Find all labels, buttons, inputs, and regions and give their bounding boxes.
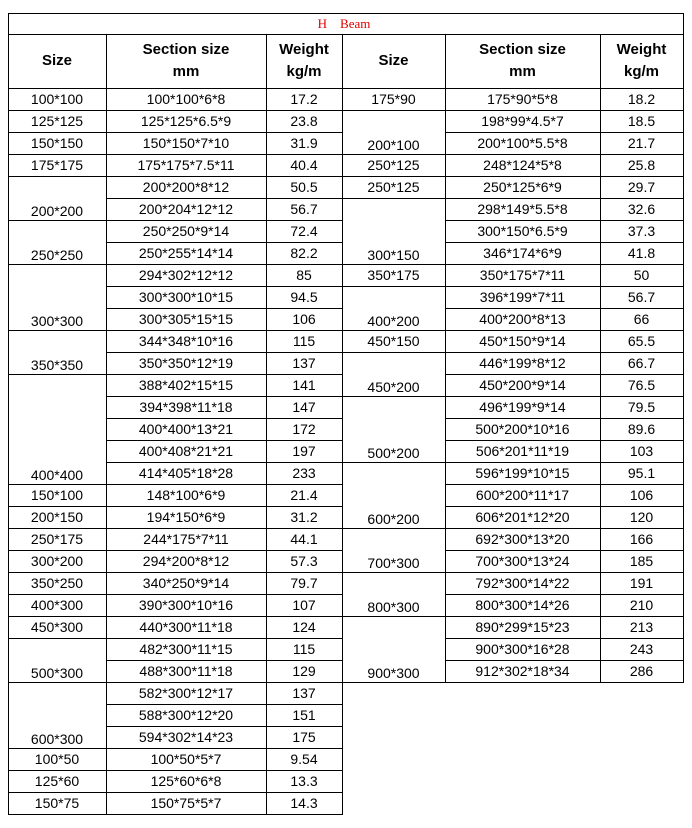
left-size-cell: 150*75 — [34, 795, 80, 811]
left-size-cell: 200*200 — [30, 203, 84, 219]
right-section-cell: 500*200*10*16 — [475, 421, 570, 437]
left-section-cell: 125*125*6.5*9 — [140, 113, 232, 129]
left-size-cell: 250*250 — [30, 247, 84, 263]
left-weight-cell: 124 — [292, 619, 316, 635]
header-size-right — [342, 34, 445, 88]
right-weight-cell: 18.2 — [627, 91, 656, 107]
header-section-right-line-1: Section size — [479, 41, 566, 58]
right-size-cell: 500*200 — [367, 445, 420, 461]
left-weight-cell: 56.7 — [290, 201, 318, 217]
header-section-left-line-2: mm — [172, 63, 200, 80]
right-weight-cell: 79.5 — [627, 399, 656, 415]
right-weight-cell: 37.3 — [627, 223, 656, 239]
left-section-cell: 350*350*12*19 — [138, 355, 234, 371]
left-size-cell: 300*300 — [30, 313, 84, 329]
left-section-cell: 390*300*10*16 — [138, 597, 234, 613]
right-weight-cell: 41.8 — [627, 245, 656, 261]
left-weight-cell: 13.3 — [290, 773, 318, 789]
right-section-cell: 450*150*9*14 — [479, 333, 566, 349]
right-size-cell: 800*300 — [367, 599, 420, 615]
left-section-cell: 100*100*6*8 — [146, 91, 226, 107]
header-size-left — [8, 34, 106, 88]
right-weight-cell: 65.5 — [627, 333, 656, 349]
left-weight-cell: 31.9 — [290, 135, 318, 151]
right-weight-cell: 25.8 — [627, 157, 656, 173]
left-section-cell: 440*300*11*18 — [139, 619, 233, 635]
left-weight-cell: 17.2 — [290, 91, 318, 107]
left-weight-cell: 151 — [292, 707, 316, 723]
left-weight-cell: 106 — [292, 311, 316, 327]
right-size-cell: 250*125 — [367, 179, 420, 195]
left-weight-cell: 175 — [292, 729, 316, 745]
left-weight-cell: 9.54 — [290, 751, 318, 767]
left-group-border — [8, 814, 107, 815]
right-size-cell: 175*90 — [371, 91, 416, 107]
right-section-cell: 450*200*9*14 — [479, 377, 566, 393]
left-section-cell: 400*408*21*21 — [138, 443, 234, 459]
left-weight-cell: 40.4 — [290, 157, 318, 173]
right-weight-cell: 166 — [629, 531, 654, 547]
right-row-border — [445, 682, 684, 683]
right-section-cell: 200*100*5.5*8 — [477, 135, 568, 151]
header-section-left-line-1: Section size — [142, 41, 230, 58]
right-weight-cell: 66.7 — [627, 355, 656, 371]
left-weight-cell: 137 — [292, 355, 316, 371]
left-section-cell: 482*300*11*15 — [139, 641, 233, 657]
left-weight-cell: 107 — [292, 597, 316, 613]
right-section-cell: 396*199*7*11 — [479, 289, 566, 305]
table-title: H Beam — [317, 16, 371, 31]
right-section-cell: 446*199*8*12 — [479, 355, 566, 371]
left-weight-cell: 23.8 — [290, 113, 318, 129]
left-section-cell: 414*405*18*28 — [138, 465, 234, 481]
left-weight-cell: 147 — [292, 399, 316, 415]
left-weight-cell: 137 — [292, 685, 316, 701]
left-weight-cell: 172 — [292, 421, 316, 437]
right-weight-cell: 286 — [629, 663, 654, 679]
right-weight-cell: 106 — [629, 487, 654, 503]
left-weight-cell: 94.5 — [290, 289, 318, 305]
left-weight-cell: 44.1 — [290, 531, 318, 547]
right-section-cell: 298*149*5.5*8 — [477, 201, 568, 217]
header-weight-left-line-1: Weight — [279, 41, 329, 58]
left-section-cell: 244*175*7*11 — [143, 531, 229, 547]
left-size-cell: 100*50 — [34, 751, 80, 767]
right-weight-cell: 50 — [633, 267, 650, 283]
left-weight-cell: 85 — [296, 267, 312, 283]
left-section-cell: 148*100*6*9 — [146, 487, 226, 503]
left-weight-cell: 233 — [292, 465, 316, 481]
left-section-cell: 150*150*7*10 — [142, 135, 230, 151]
left-section-cell: 250*255*14*14 — [138, 245, 234, 261]
right-section-cell: 700*300*13*24 — [475, 553, 570, 569]
title-left-border — [8, 13, 9, 34]
right-section-cell: 600*200*11*17 — [475, 487, 570, 503]
left-section-cell: 594*302*14*23 — [138, 729, 234, 745]
left-section-cell: 200*200*8*12 — [142, 179, 230, 195]
left-section-cell: 388*402*15*15 — [138, 377, 234, 393]
header-weight-right-line-1: Weight — [616, 41, 667, 58]
header-section-right — [445, 34, 600, 88]
left-size-cell: 125*125 — [30, 113, 84, 129]
header-size-right-line-1: Size — [378, 52, 409, 69]
left-section-cell: 294*200*8*12 — [142, 553, 230, 569]
right-weight-cell: 120 — [629, 509, 654, 525]
right-section-cell: 912*302*18*34 — [475, 663, 570, 679]
right-weight-cell: 89.6 — [627, 421, 656, 437]
right-weight-cell: 103 — [629, 443, 654, 459]
right-section-cell: 400*200*8*13 — [479, 311, 566, 327]
left-section-cell: 175*175*7.5*11 — [137, 157, 235, 173]
left-size-cell: 100*100 — [30, 91, 84, 107]
left-size-cell: 450*300 — [30, 619, 84, 635]
left-section-cell: 340*250*9*14 — [142, 575, 230, 591]
right-group-border — [342, 682, 446, 683]
title-right-border — [683, 13, 684, 34]
left-weight-cell: 14.3 — [290, 795, 318, 811]
header-weight-right — [600, 34, 683, 88]
left-section-cell: 200*204*12*12 — [138, 201, 234, 217]
left-section-cell: 300*300*10*15 — [138, 289, 234, 305]
left-size-cell: 350*350 — [30, 357, 84, 373]
left-size-cell: 175*175 — [30, 157, 84, 173]
right-section-cell: 346*174*6*9 — [483, 245, 562, 261]
left-size-cell: 400*400 — [30, 467, 84, 483]
left-weight-cell: 141 — [292, 377, 316, 393]
left-weight-cell: 72.4 — [290, 223, 318, 239]
left-weight-cell: 57.3 — [290, 553, 318, 569]
right-weight-cell: 76.5 — [627, 377, 656, 393]
right-weight-cell: 185 — [629, 553, 654, 569]
left-weight-cell: 129 — [292, 663, 316, 679]
right-section-cell: 250*125*6*9 — [483, 179, 562, 195]
left-size-cell: 300*200 — [30, 553, 84, 569]
right-size-cell: 900*300 — [367, 665, 420, 681]
right-size-cell: 450*150 — [367, 333, 420, 349]
right-section-cell: 175*90*5*8 — [487, 91, 558, 107]
left-size-cell: 250*175 — [30, 531, 84, 547]
header-size-left-line-1: Size — [41, 52, 72, 69]
left-size-cell: 500*300 — [30, 665, 84, 681]
left-weight-cell: 31.2 — [290, 509, 318, 525]
right-size-cell: 250*125 — [367, 157, 420, 173]
left-size-cell: 150*150 — [30, 135, 84, 151]
table-top-border — [8, 13, 684, 14]
left-weight-cell: 115 — [292, 333, 316, 349]
right-section-cell: 890*299*15*23 — [475, 619, 570, 635]
left-row-border — [106, 814, 343, 815]
left-size-cell: 150*100 — [30, 487, 84, 503]
right-weight-cell: 32.6 — [627, 201, 656, 217]
right-weight-cell: 243 — [629, 641, 654, 657]
right-size-cell: 350*175 — [367, 267, 420, 283]
left-section-cell: 194*150*6*9 — [146, 509, 226, 525]
left-section-cell: 394*398*11*18 — [139, 399, 233, 415]
right-section-cell: 792*300*14*22 — [475, 575, 570, 591]
header-section-right-line-2: mm — [509, 63, 536, 80]
right-weight-cell: 66 — [633, 311, 650, 327]
right-section-cell: 692*300*13*20 — [475, 531, 570, 547]
right-size-cell: 700*300 — [367, 555, 420, 571]
right-section-cell: 198*99*4.5*7 — [481, 113, 564, 129]
right-section-cell: 300*150*6.5*9 — [477, 223, 568, 239]
left-section-cell: 344*348*10*16 — [138, 333, 234, 349]
right-weight-cell: 29.7 — [627, 179, 656, 195]
header-section-left — [106, 34, 266, 88]
left-weight-cell: 21.4 — [290, 487, 318, 503]
right-weight-cell: 210 — [629, 597, 654, 613]
left-size-cell: 200*150 — [30, 509, 84, 525]
left-section-cell: 582*300*12*17 — [138, 685, 234, 701]
left-section-cell: 125*60*6*8 — [150, 773, 222, 789]
header-weight-left — [266, 34, 342, 88]
right-size-cell: 400*200 — [367, 313, 420, 329]
left-section-cell: 488*300*11*18 — [139, 663, 233, 679]
right-size-cell: 200*100 — [367, 137, 420, 153]
right-section-cell: 800*300*14*26 — [475, 597, 570, 613]
left-size-cell: 350*250 — [30, 575, 84, 591]
left-size-cell: 600*300 — [30, 731, 84, 747]
right-section-cell: 248*124*5*8 — [483, 157, 562, 173]
left-weight-cell: 50.5 — [290, 179, 318, 195]
right-section-cell: 350*175*7*11 — [479, 267, 566, 283]
left-weight-cell: 79.7 — [290, 575, 318, 591]
right-weight-cell: 213 — [629, 619, 654, 635]
left-weight-cell: 82.2 — [290, 245, 318, 261]
right-weight-cell: 95.1 — [627, 465, 656, 481]
right-size-cell: 600*200 — [367, 511, 420, 527]
right-section-cell: 900*300*16*28 — [475, 641, 570, 657]
right-weight-cell: 18.5 — [627, 113, 656, 129]
left-weight-cell: 115 — [292, 641, 316, 657]
right-weight-cell: 21.7 — [627, 135, 656, 151]
right-section-cell: 606*201*12*20 — [475, 509, 570, 525]
right-weight-cell: 191 — [629, 575, 654, 591]
header-weight-right-line-2: kg/m — [623, 63, 659, 80]
header-weight-left-line-2: kg/m — [286, 63, 322, 80]
left-section-cell: 400*400*13*21 — [138, 421, 234, 437]
right-weight-cell: 56.7 — [627, 289, 656, 305]
left-section-cell: 294*302*12*12 — [138, 267, 234, 283]
right-size-cell: 450*200 — [367, 379, 420, 395]
left-section-cell: 588*300*12*20 — [138, 707, 234, 723]
left-section-cell: 100*50*5*7 — [150, 751, 222, 767]
left-size-cell: 400*300 — [30, 597, 84, 613]
left-section-cell: 150*75*5*7 — [150, 795, 222, 811]
left-weight-cell: 197 — [292, 443, 316, 459]
right-size-cell: 300*150 — [367, 247, 420, 263]
right-section-cell: 506*201*11*19 — [475, 443, 570, 459]
right-section-cell: 596*199*10*15 — [475, 465, 570, 481]
left-section-cell: 250*250*9*14 — [142, 223, 230, 239]
left-section-cell: 300*305*15*15 — [138, 311, 234, 327]
left-size-cell: 125*60 — [34, 773, 80, 789]
right-section-cell: 496*199*9*14 — [479, 399, 566, 415]
